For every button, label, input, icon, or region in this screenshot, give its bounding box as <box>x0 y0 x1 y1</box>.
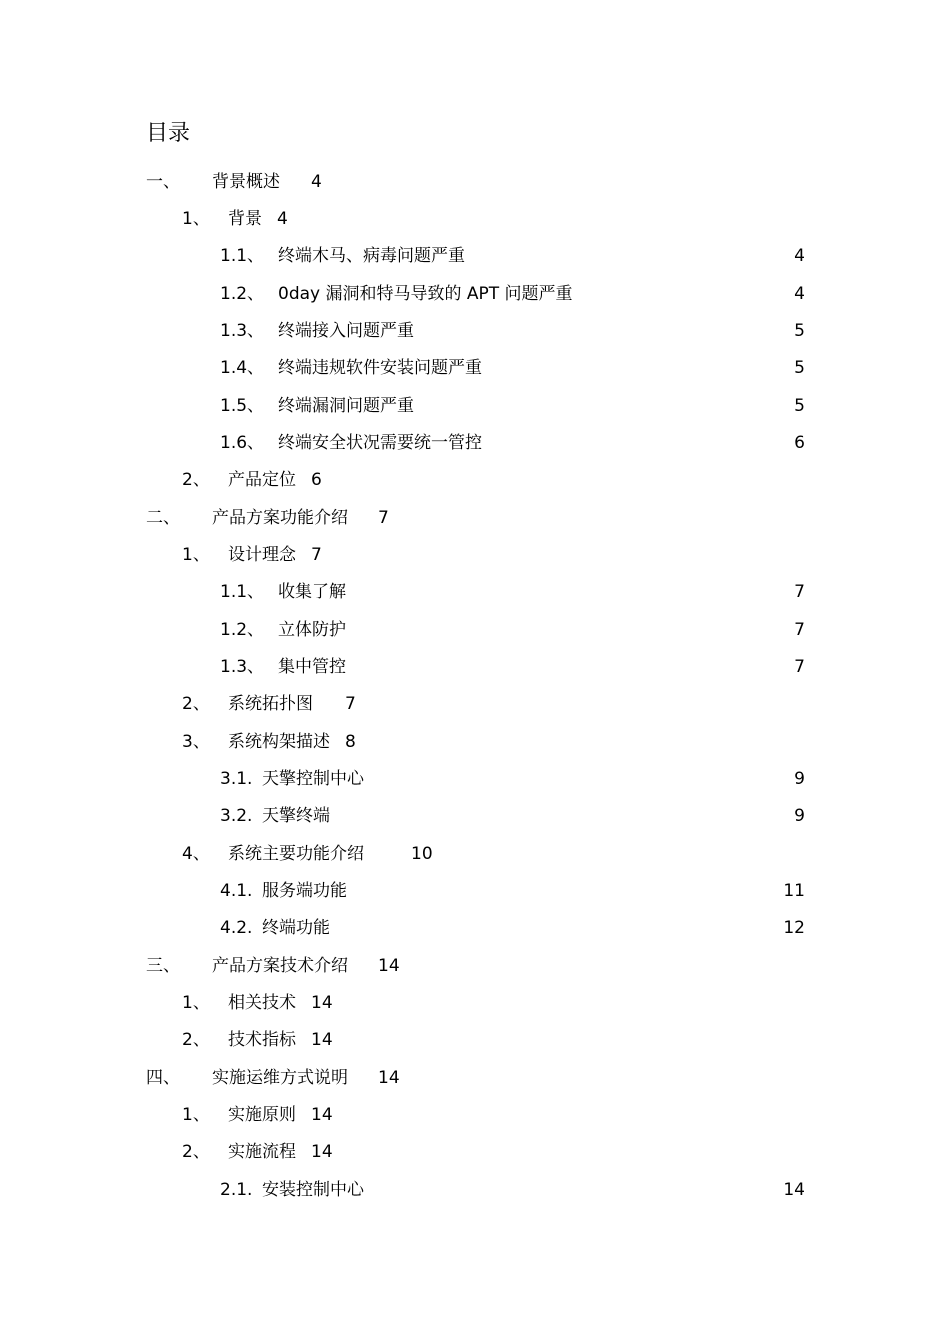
toc-entry-text: 终端功能 <box>262 918 330 938</box>
toc-entry-number: 3.2. <box>220 806 253 826</box>
toc-entry-text: 安装控制中心 <box>262 1180 364 1200</box>
toc-entry-level2[interactable] <box>0 206 950 232</box>
toc-entry-number: 一、 <box>146 172 180 192</box>
toc-entry-page: 9 <box>794 769 805 789</box>
toc-entry-page: 14 <box>311 993 333 1013</box>
toc-entry-page: 4 <box>794 284 805 304</box>
toc-entry-text: 设计理念 <box>228 545 296 565</box>
toc-entry-level3[interactable] <box>0 393 950 419</box>
toc-entry-text: 0day 漏洞和特马导致的 APT 问题严重 <box>278 284 573 304</box>
toc-entry-level2[interactable] <box>0 729 950 755</box>
toc-entry-text: 立体防护 <box>278 620 346 640</box>
toc-entry-page: 6 <box>794 433 805 453</box>
toc-entry-text: 收集了解 <box>278 582 346 602</box>
toc-entry-number: 1.6、 <box>220 433 265 453</box>
toc-entry-level2[interactable] <box>0 841 950 867</box>
toc-entry-text: 天擎终端 <box>262 806 330 826</box>
toc-entry-number: 1、 <box>182 209 210 229</box>
toc-entry-number: 三、 <box>146 956 180 976</box>
toc-entry-level1[interactable] <box>0 169 950 195</box>
toc-entry-level2[interactable] <box>0 1139 950 1165</box>
toc-entry-level1[interactable] <box>0 1065 950 1091</box>
toc-entry-number: 4.2. <box>220 918 253 938</box>
toc-entry-page: 10 <box>411 844 433 864</box>
toc-entry-page: 7 <box>794 657 805 677</box>
toc-entry-text: 产品方案技术介绍 <box>212 956 348 976</box>
toc-entry-number: 1、 <box>182 993 210 1013</box>
toc-entry-page: 12 <box>783 918 805 938</box>
toc-entry-level3[interactable] <box>0 915 950 941</box>
toc-entry-text: 产品方案功能介绍 <box>212 508 348 528</box>
toc-entry-page: 7 <box>794 620 805 640</box>
toc-entry-text: 终端违规软件安装问题严重 <box>278 358 482 378</box>
toc-entry-level3[interactable] <box>0 281 950 307</box>
toc-entry-level1[interactable] <box>0 505 950 531</box>
toc-entry-level2[interactable] <box>0 542 950 568</box>
toc-entry-text: 系统构架描述 <box>228 732 330 752</box>
toc-entry-text: 实施运维方式说明 <box>212 1068 348 1088</box>
toc-entry-page: 11 <box>783 881 805 901</box>
toc-entry-text: 背景 <box>228 209 262 229</box>
toc-entry-level3[interactable] <box>0 243 950 269</box>
toc-entry-number: 3、 <box>182 732 210 752</box>
toc-entry-page: 7 <box>345 694 356 714</box>
toc-entry-page: 7 <box>311 545 322 565</box>
toc-entry-text: 背景概述 <box>212 172 280 192</box>
toc-entry-page: 14 <box>783 1180 805 1200</box>
toc-entry-text: 系统拓扑图 <box>228 694 313 714</box>
toc-entry-number: 四、 <box>146 1068 180 1088</box>
toc-entry-text: 相关技术 <box>228 993 296 1013</box>
toc-entry-level3[interactable] <box>0 579 950 605</box>
toc-entry-number: 2、 <box>182 694 210 714</box>
toc-entry-page: 5 <box>794 321 805 341</box>
toc-entry-text: 集中管控 <box>278 657 346 677</box>
toc-entry-number: 1、 <box>182 545 210 565</box>
toc-entry-level3[interactable] <box>0 1177 950 1203</box>
toc-entry-text: 终端安全状况需要统一管控 <box>278 433 482 453</box>
toc-entry-text: 终端接入问题严重 <box>278 321 414 341</box>
toc-entry-number: 1.3、 <box>220 657 265 677</box>
toc-entry-level3[interactable] <box>0 318 950 344</box>
toc-entry-number: 2、 <box>182 1142 210 1162</box>
toc-entry-level3[interactable] <box>0 430 950 456</box>
toc-entry-text: 服务端功能 <box>262 881 347 901</box>
toc-entry-page: 14 <box>378 956 400 976</box>
toc-entry-page: 4 <box>794 246 805 266</box>
toc-entry-level3[interactable] <box>0 878 950 904</box>
toc-entry-text: 天擎控制中心 <box>262 769 364 789</box>
toc-entry-page: 5 <box>794 358 805 378</box>
toc-entry-number: 1、 <box>182 1105 210 1125</box>
toc-entry-page: 4 <box>277 209 288 229</box>
toc-entry-text: 产品定位 <box>228 470 296 490</box>
toc-title: 目录 <box>146 121 191 146</box>
toc-entry-number: 4、 <box>182 844 210 864</box>
toc-entry-level2[interactable] <box>0 1102 950 1128</box>
toc-entry-level2[interactable] <box>0 467 950 493</box>
toc-entry-number: 1.1、 <box>220 246 265 266</box>
toc-entry-level3[interactable] <box>0 654 950 680</box>
toc-entry-level2[interactable] <box>0 691 950 717</box>
toc-entry-text: 系统主要功能介绍 <box>228 844 364 864</box>
toc-entry-text: 实施流程 <box>228 1142 296 1162</box>
toc-entry-page: 14 <box>378 1068 400 1088</box>
toc-entry-level3[interactable] <box>0 355 950 381</box>
toc-entry-number: 1.2、 <box>220 284 265 304</box>
toc-entry-page: 7 <box>794 582 805 602</box>
toc-entry-number: 二、 <box>146 508 180 528</box>
toc-entry-number: 1.4、 <box>220 358 265 378</box>
toc-entry-level3[interactable] <box>0 803 950 829</box>
toc-entry-number: 1.3、 <box>220 321 265 341</box>
toc-entry-level3[interactable] <box>0 766 950 792</box>
toc-entry-page: 7 <box>378 508 389 528</box>
toc-entry-number: 1.5、 <box>220 396 265 416</box>
toc-entry-page: 8 <box>345 732 356 752</box>
toc-entry-number: 4.1. <box>220 881 253 901</box>
toc-entry-number: 2、 <box>182 470 210 490</box>
toc-entry-level3[interactable] <box>0 617 950 643</box>
toc-entry-text: 实施原则 <box>228 1105 296 1125</box>
toc-entry-number: 2.1. <box>220 1180 253 1200</box>
toc-entry-number: 1.1、 <box>220 582 265 602</box>
toc-entry-page: 9 <box>794 806 805 826</box>
toc-entry-level1[interactable] <box>0 953 950 979</box>
toc-entry-page: 5 <box>794 396 805 416</box>
toc-entry-number: 3.1. <box>220 769 253 789</box>
toc-entry-text: 终端木马、病毒问题严重 <box>278 246 465 266</box>
toc-entry-text: 终端漏洞问题严重 <box>278 396 414 416</box>
toc-entry-level2[interactable] <box>0 990 950 1016</box>
toc-entry-page: 14 <box>311 1142 333 1162</box>
toc-entry-text: 技术指标 <box>228 1030 296 1050</box>
toc-entry-number: 1.2、 <box>220 620 265 640</box>
toc-entry-page: 14 <box>311 1030 333 1050</box>
toc-entry-page: 14 <box>311 1105 333 1125</box>
toc-entry-level2[interactable] <box>0 1027 950 1053</box>
toc-entry-page: 4 <box>311 172 322 192</box>
toc-entry-page: 6 <box>311 470 322 490</box>
toc-entry-number: 2、 <box>182 1030 210 1050</box>
